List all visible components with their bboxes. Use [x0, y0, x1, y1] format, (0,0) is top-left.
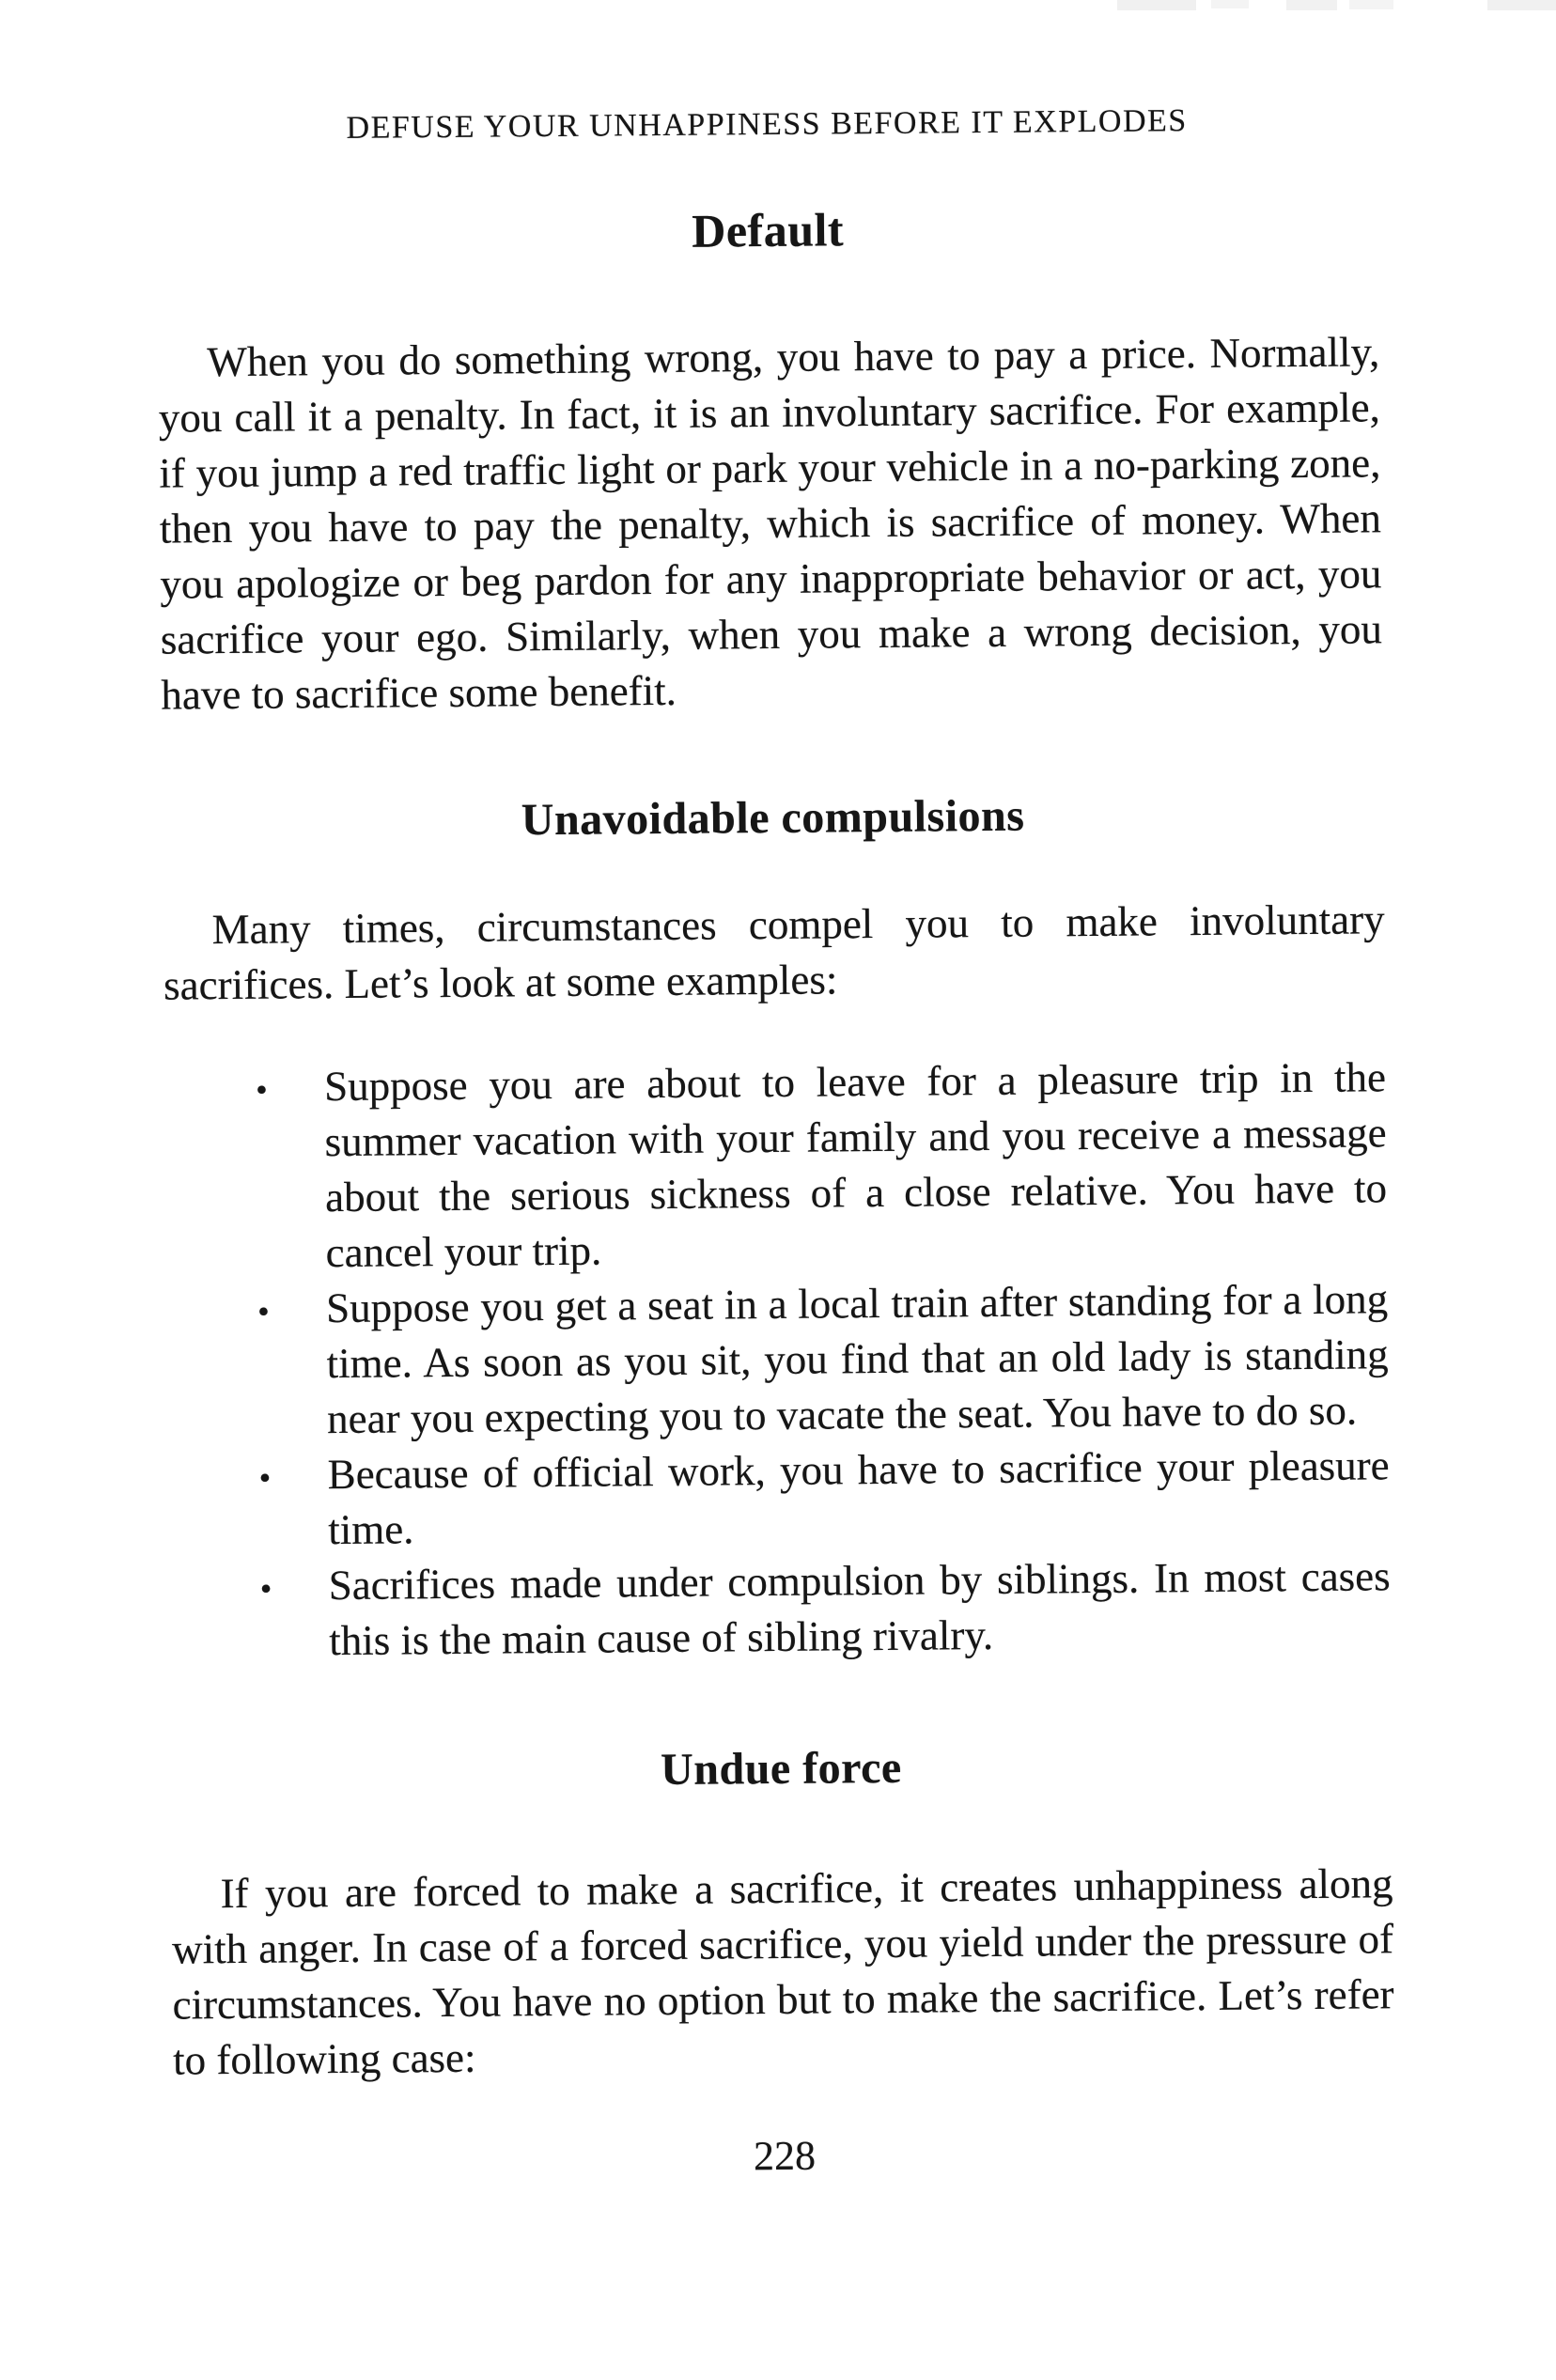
list-item [166, 1271, 1389, 1448]
paragraph-default: When you do something wrong, you have to pay a price. Normally, you call it a penalty. In fact, it is an involuntary sacrifice. For example, if you jump a red traffic light or park your vehicle in a no-parking zone, then you have to pay the penalty, which is sacrifice of money. When you apologize or beg pardon for any inappropriate behavior or act, you sacrifice your ego. Similarly, when you make a wrong decision, you have to sacrifice some benefit. [158, 328, 1383, 719]
bullet-icon: • [257, 1292, 270, 1330]
section-heading-default: Default [691, 203, 845, 257]
bullet-text: Suppose you get a seat in a local train after standing for a long time. As soon as you sit, you find that an old lady is standing near you expecting you to vacate the seat. You have to do so. [325, 1275, 1389, 1443]
bullet-icon: • [258, 1458, 272, 1497]
section-heading-undue-force: Undue force [660, 1742, 902, 1796]
bullet-icon: • [259, 1569, 272, 1608]
bullet-text: Suppose you are about to leave for a pleasure trip in the summer vacation with your family and you receive a message about the serious sickness of a close relative. You have to cancel your trip. [323, 1053, 1388, 1277]
running-head: DEFUSE YOUR UNHAPPINESS BEFORE IT EXPLODES [346, 103, 1188, 146]
examples-list [164, 1050, 1392, 1670]
list-item [167, 1438, 1390, 1559]
list-item [168, 1548, 1391, 1670]
paragraph-undue: If you are forced to make a sacrifice, it creates unhappiness along with anger. In case of a forced sacrifice, you yield under the pressure of circumstances. You have no option but to make the sacrifice. Let’s refer to following case: [171, 1859, 1394, 2084]
paragraph-unavoidable-intro: Many times, circumstances compel you to make involuntary sacrifices. Let’s look at some examples: [163, 895, 1385, 1009]
bullet-icon: • [255, 1070, 268, 1109]
bullet-text: Sacrifices made under compulsion by siblings. In most cases this is the main cause of sibling rivalry. [328, 1552, 1391, 1665]
page-number: 228 [753, 2132, 817, 2180]
text-column [155, 0, 1395, 2186]
list-item [164, 1050, 1388, 1282]
scan-artifact [1487, 0, 1556, 10]
section-heading-unavoidable-compulsions: Unavoidable compulsions [521, 790, 1025, 846]
bullet-text: Because of official work, you have to sacrifice your pleasure time. [327, 1441, 1390, 1554]
